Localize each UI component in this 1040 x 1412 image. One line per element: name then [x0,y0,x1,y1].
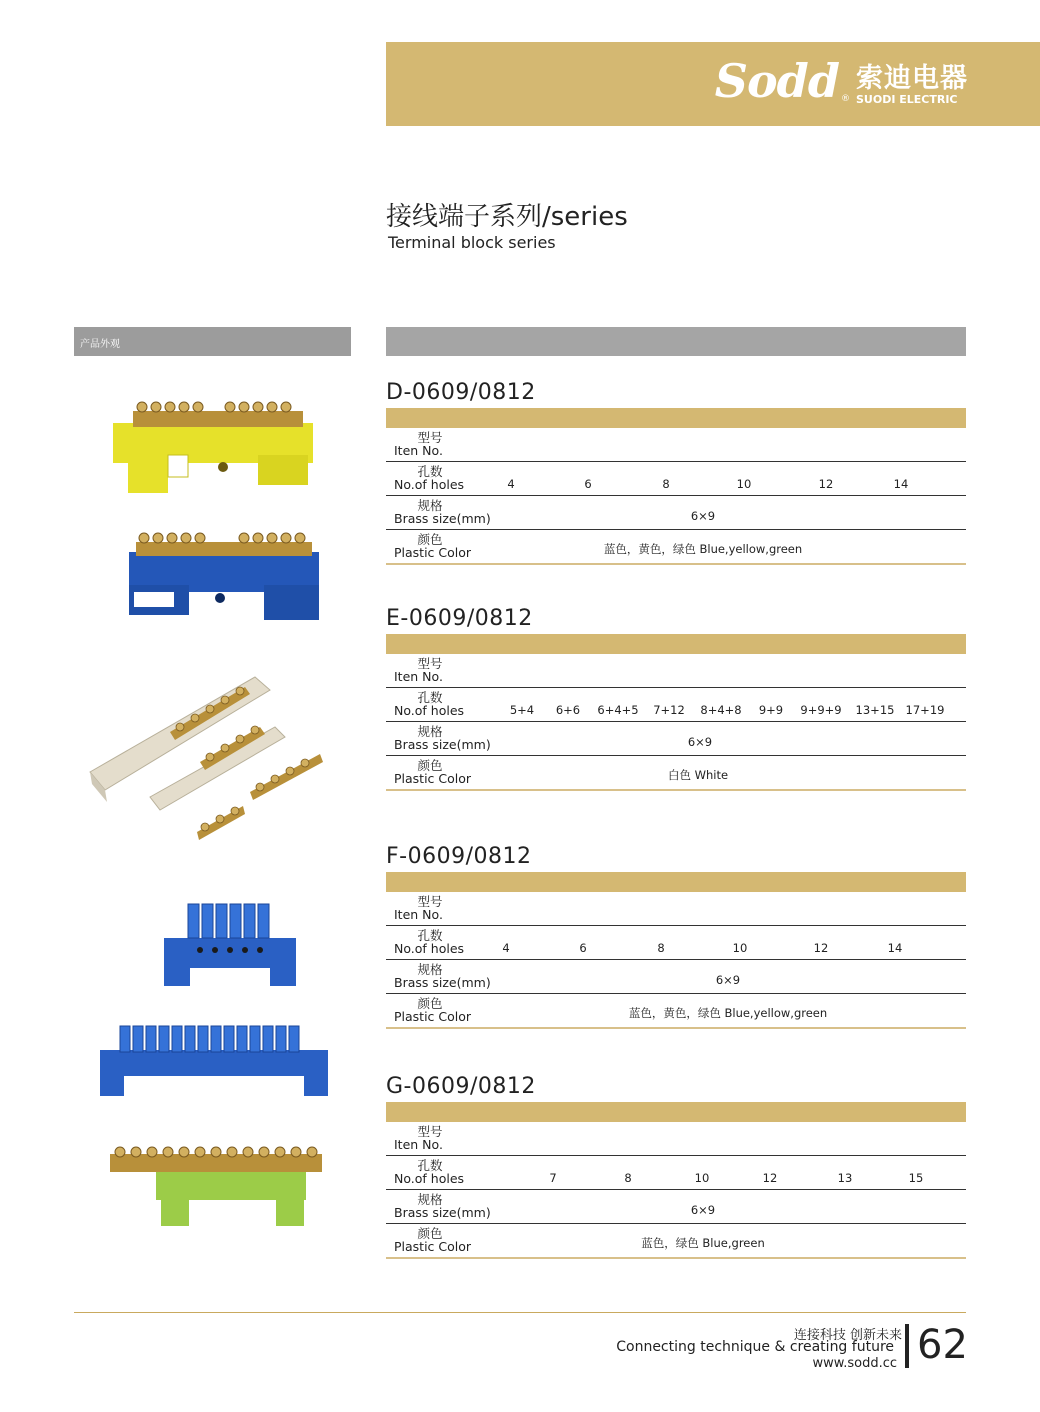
holes-value: 10 [732,941,748,955]
row-values [386,1205,966,1219]
row-label-cn: 型号 [417,1124,443,1139]
row-values [386,443,966,457]
plastic-color-value: 蓝色，绿色 Blue,green [641,1236,765,1250]
brass-size-value: 6×9 [690,1203,716,1217]
row-values [386,737,966,751]
model-table [386,1072,966,1262]
row-label-cn: 规格 [417,962,443,977]
holes-value: 8 [662,477,670,491]
product-image-d-blue [124,530,324,625]
model-gold-bar [386,634,966,654]
row-label-en: Plastic Color [394,771,472,786]
row-label-en: Iten No. [394,1137,443,1152]
row-label-en: Brass size(mm) [394,975,491,990]
holes-value: 14 [887,941,903,955]
product-image-f-blue-small [160,900,300,990]
brass-size-value: 6×9 [690,509,716,523]
row-values [386,542,966,559]
product-image-e-white [85,672,330,847]
row-label-en: No.of holes [394,941,465,956]
product-appearance-label: 产品外观 [80,339,120,350]
row-item-no [386,428,966,462]
product-appearance-bar [74,327,351,356]
row-brass-size [386,960,966,994]
holes-value: 6+4+5 [597,703,639,717]
row-values [386,1236,966,1253]
row-plastic-color [386,1224,966,1259]
row-label-en: No.of holes [394,1171,465,1186]
row-label-en: Plastic Color [394,1239,472,1254]
footer-slogan-en: Connecting technique & creating future [616,1339,894,1355]
model-name: E-0609/0812 [386,606,533,631]
row-plastic-color [386,756,966,791]
row-label-cn: 规格 [417,724,443,739]
page-subtitle: Terminal block series [388,233,556,252]
row-label-cn: 型号 [417,430,443,445]
model-table [386,604,966,794]
logo-registered-mark: ® [841,94,850,104]
row-label-en: Brass size(mm) [394,1205,491,1220]
holes-value: 8+4+8 [700,703,742,717]
row-label-en: Plastic Color [394,545,472,560]
holes-value: 14 [893,477,909,491]
row-values [386,511,966,525]
page-number-bar [905,1324,909,1368]
holes-value: 13+15 [855,703,895,717]
model-gold-bar [386,1102,966,1122]
holes-value: 12 [818,477,834,491]
row-label-en: Iten No. [394,907,443,922]
row-values [386,941,966,955]
row-plastic-color [386,994,966,1029]
row-label-cn: 型号 [417,894,443,909]
product-image-g-green [106,1142,326,1230]
logo-text: Sodd [714,54,839,108]
row-values [386,907,966,921]
row-brass-size [386,1190,966,1224]
plastic-color-value: 蓝色，黄色，绿色 Blue,yellow,green [628,1006,828,1020]
row-label-cn: 规格 [417,498,443,513]
brand-logo [715,56,968,106]
row-label-cn: 孔数 [417,464,443,479]
row-label-cn: 颜色 [417,532,443,547]
row-values [386,975,966,989]
row-item-no [386,892,966,926]
row-holes [386,926,966,960]
spec-header-bar [386,327,966,356]
holes-value: 15 [908,1171,924,1185]
row-label-cn: 颜色 [417,1226,443,1241]
holes-value: 10 [736,477,752,491]
product-image-d-yellow [108,395,318,500]
holes-value: 4 [502,941,510,955]
row-label-cn: 颜色 [417,996,443,1011]
row-brass-size [386,722,966,756]
model-name: F-0609/0812 [386,844,532,869]
row-values [386,1006,966,1023]
holes-value: 12 [762,1171,778,1185]
holes-value: 5+4 [509,703,535,717]
logo-english: SUODI ELECTRIC [856,93,958,106]
row-label-cn: 孔数 [417,928,443,943]
row-values [386,1137,966,1151]
model-name: D-0609/0812 [386,380,536,405]
holes-value: 9+9+9 [800,703,842,717]
row-values [386,768,966,785]
holes-value: 6+6 [555,703,581,717]
holes-value: 7 [549,1171,557,1185]
row-label-en: Plastic Color [394,1009,472,1024]
page-number: 62 [917,1322,968,1368]
row-values [386,1171,966,1185]
row-values [386,669,966,683]
row-holes [386,688,966,722]
product-image-f-blue-large [96,1022,332,1102]
row-label-en: Brass size(mm) [394,737,491,752]
row-holes [386,1156,966,1190]
holes-value: 6 [579,941,587,955]
page-title: 接线端子系列/series [386,202,628,232]
row-item-no [386,654,966,688]
row-label-cn: 规格 [417,1192,443,1207]
holes-value: 8 [657,941,665,955]
holes-value: 13 [837,1171,853,1185]
row-values [386,703,966,717]
holes-value: 4 [507,477,515,491]
logo-chinese: 索迪电器 [856,63,968,94]
row-label-en: No.of holes [394,477,465,492]
row-values [386,477,966,491]
footer-divider [74,1312,966,1313]
holes-value: 6 [584,477,592,491]
model-name: G-0609/0812 [386,1074,536,1099]
row-label-cn: 孔数 [417,1158,443,1173]
holes-value: 8 [624,1171,632,1185]
holes-value: 9+9 [758,703,784,717]
footer-website: www.sodd.cc [812,1356,897,1371]
holes-value: 10 [694,1171,710,1185]
model-gold-bar [386,872,966,892]
row-label-cn: 孔数 [417,690,443,705]
row-label-en: No.of holes [394,703,465,718]
row-label-cn: 颜色 [417,758,443,773]
plastic-color-value: 蓝色，黄色，绿色 Blue,yellow,green [603,542,803,556]
row-label-en: Iten No. [394,443,443,458]
row-label-en: Brass size(mm) [394,511,491,526]
row-label-en: Iten No. [394,669,443,684]
row-holes [386,462,966,496]
footer-slogan-cn: 连接科技 创新未来 [793,1328,902,1343]
brass-size-value: 6×9 [715,973,741,987]
model-table [386,378,966,568]
model-gold-bar [386,408,966,428]
plastic-color-value: 白色 White [667,768,729,782]
row-label-cn: 型号 [417,656,443,671]
holes-value: 17+19 [905,703,945,717]
row-item-no [386,1122,966,1156]
row-brass-size [386,496,966,530]
model-table [386,842,966,1032]
row-plastic-color [386,530,966,565]
brass-size-value: 6×9 [687,735,713,749]
holes-value: 12 [813,941,829,955]
holes-value: 7+12 [653,703,685,717]
